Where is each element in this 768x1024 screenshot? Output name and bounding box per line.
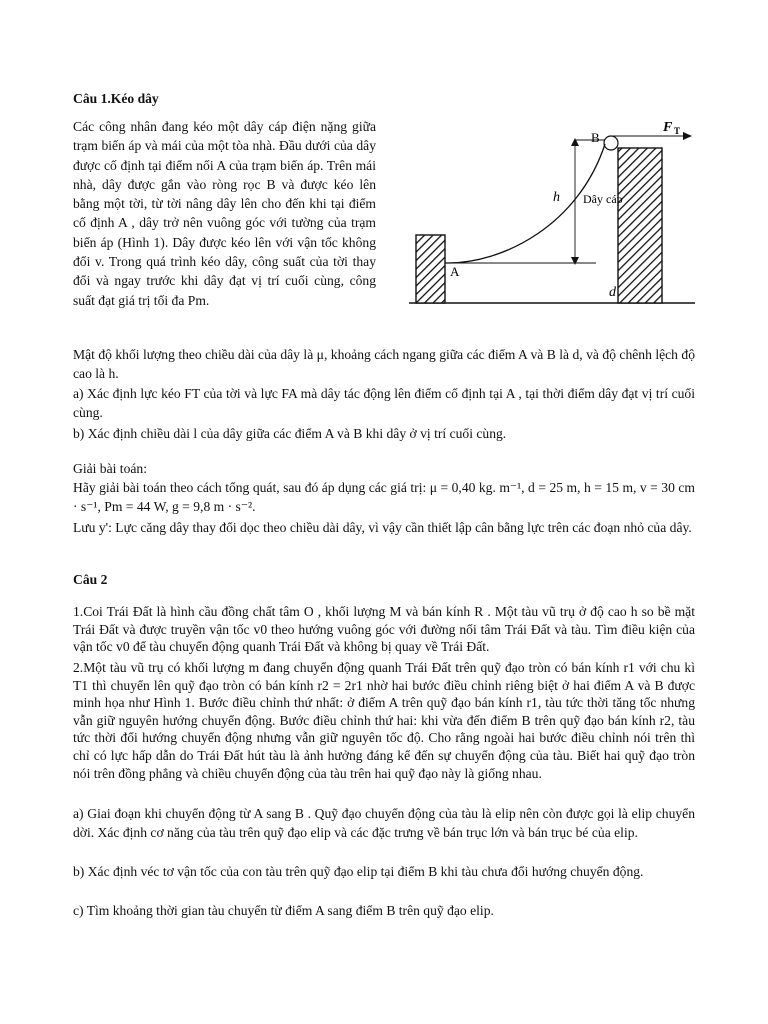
building bbox=[618, 148, 662, 303]
solve-values: Hãy giải bài toán theo cách tổng quát, sau đó áp dụng các giá trị: μ = 0,40 kg. m⁻¹, d = 25 m, h = 15 m, v = 30 cm · s⁻¹, Pm = 44 W, g = 9,8 m · s⁻². bbox=[73, 480, 695, 514]
substation-wall bbox=[416, 235, 445, 303]
label-ft-sub: T bbox=[674, 126, 681, 136]
question-1-title: Câu 1.Kéo dây bbox=[73, 91, 159, 106]
force-arrow-ft bbox=[683, 132, 692, 140]
question-2-part-1: 1.Coi Trái Đất là hình cầu đồng chất tâm O , khối lượng M và bán kính R . Một tàu vũ trụ ở độ cao h so bề mặt Trái Đất và được truyền vận tốc v0 theo hướng vuông góc với đường nối tâm Trái Đất và tàu. Tìm điều kiện của vận tốc v0 để tàu chuyển động quanh Trái Đất và không bị quay về Trái Đất. bbox=[73, 604, 695, 654]
solve-note: Lưu y': Lực căng dây thay đổi dọc theo chiều dài dây, vì vậy cần thiết lập cân bằng lực trên các đoạn nhỏ của dây. bbox=[73, 520, 692, 535]
question-2-c: c) Tìm khoảng thời gian tàu chuyển từ điểm A sang điểm B trên quỹ đạo elip. bbox=[73, 903, 494, 918]
question-2-part-2: 2.Một tàu vũ trụ có khối lượng m đang chuyển động quanh Trái Đất trên quỹ đạo tròn có bán kính r1 với chu kì T1 thì chuyển lên quỹ đạo tròn có bán kính r2 = 2r1 nhờ hai bước điều chỉnh riêng biệt ở hai điểm A và B được minh họa như Hình 1. Bước điều chỉnh thứ nhất: ở điểm A trên quỹ đạo bán kính r1, tàu tức thời tăng tốc nhưng vẫn giữ nguyên hướng chuyển động. Bước điều chỉnh thứ hai: khi vừa đến điểm B trên quỹ đạo bán kính r2, tàu tức thời đổi hướng chuyển động nhưng vẫn giữ nguyên tốc độ. Cho rằng ngoài hai bước điều chỉnh nói trên thì chỉ có lực hấp dẫn do Trái Đất hút tàu là ảnh hưởng đáng kể đến sự chuyển động của tàu. Biết hai quỹ đạo tròn nói trên đồng phẳng và chiều chuyển động của tàu trên hai quỹ đạo này là giống nhau. bbox=[73, 660, 695, 781]
question-2-b: b) Xác định véc tơ vận tốc của con tàu trên quỹ đạo elip tại điểm B khi tàu chưa đổi hướng chuyển động. bbox=[73, 864, 644, 879]
label-h: h bbox=[553, 190, 560, 205]
question-1-part-b: b) Xác định chiều dài l của dây giữa các điểm A và B khi dây ở vị trí cuối cùng. bbox=[73, 426, 507, 441]
question-1-part-a: a) Xác định lực kéo FT của tời và lực FA mà dây tác động lên điểm cố định tại A , tại thời điểm dây đạt vị trí cuối cùng. bbox=[73, 386, 695, 420]
figure-cable-diagram bbox=[409, 114, 697, 312]
label-d: d bbox=[609, 285, 616, 300]
label-a: A bbox=[450, 264, 460, 279]
question-1-intro: Các công nhân đang kéo một dây cáp điện nặng giữa trạm biến áp và mái của một tòa nhà. Đầu dưới của dây được cố định tại điểm nối A của trạm biến áp. Trên mái nhà, dây được gắn vào ròng rọc B và được kéo lên bằng một tời, từ tời nâng dây lên cho đến khi tại điểm cố định A , dây trở nên vuông góc với tường của trạm biến áp (Hình 1). Dây được kéo lên với vận tốc không đổi v. Trong quá trình kéo dây, công suất của tời thay đổi và ngay trước khi dây đạt vị trí cuối cùng, công suất đạt giá trị tối đa Pm. bbox=[73, 119, 376, 308]
label-cable: Dây cáp bbox=[583, 192, 623, 206]
question-1-density: Mật độ khối lượng theo chiều dài của dây là μ, khoảng cách ngang giữa các điểm A và B là d, và độ chênh lệch độ cao là h. bbox=[73, 347, 695, 381]
solve-title: Giải bài toán: bbox=[73, 461, 147, 476]
pulley-b bbox=[604, 136, 618, 150]
question-2-a: a) Giai đoạn khi chuyển động từ A sang B . Quỹ đạo chuyển động của tàu là elip nên còn được gọi là elip chuyển dời. Xác định cơ năng của tàu trên quỹ đạo elip và các đặc trưng về bán trục lớn và bán trục bé của elip. bbox=[73, 806, 695, 840]
cable-curve bbox=[445, 144, 605, 263]
label-ft: F bbox=[663, 120, 673, 135]
label-b: B bbox=[591, 130, 600, 145]
question-2-title: Câu 2 bbox=[73, 572, 108, 587]
cable-diagram-svg bbox=[409, 114, 697, 312]
